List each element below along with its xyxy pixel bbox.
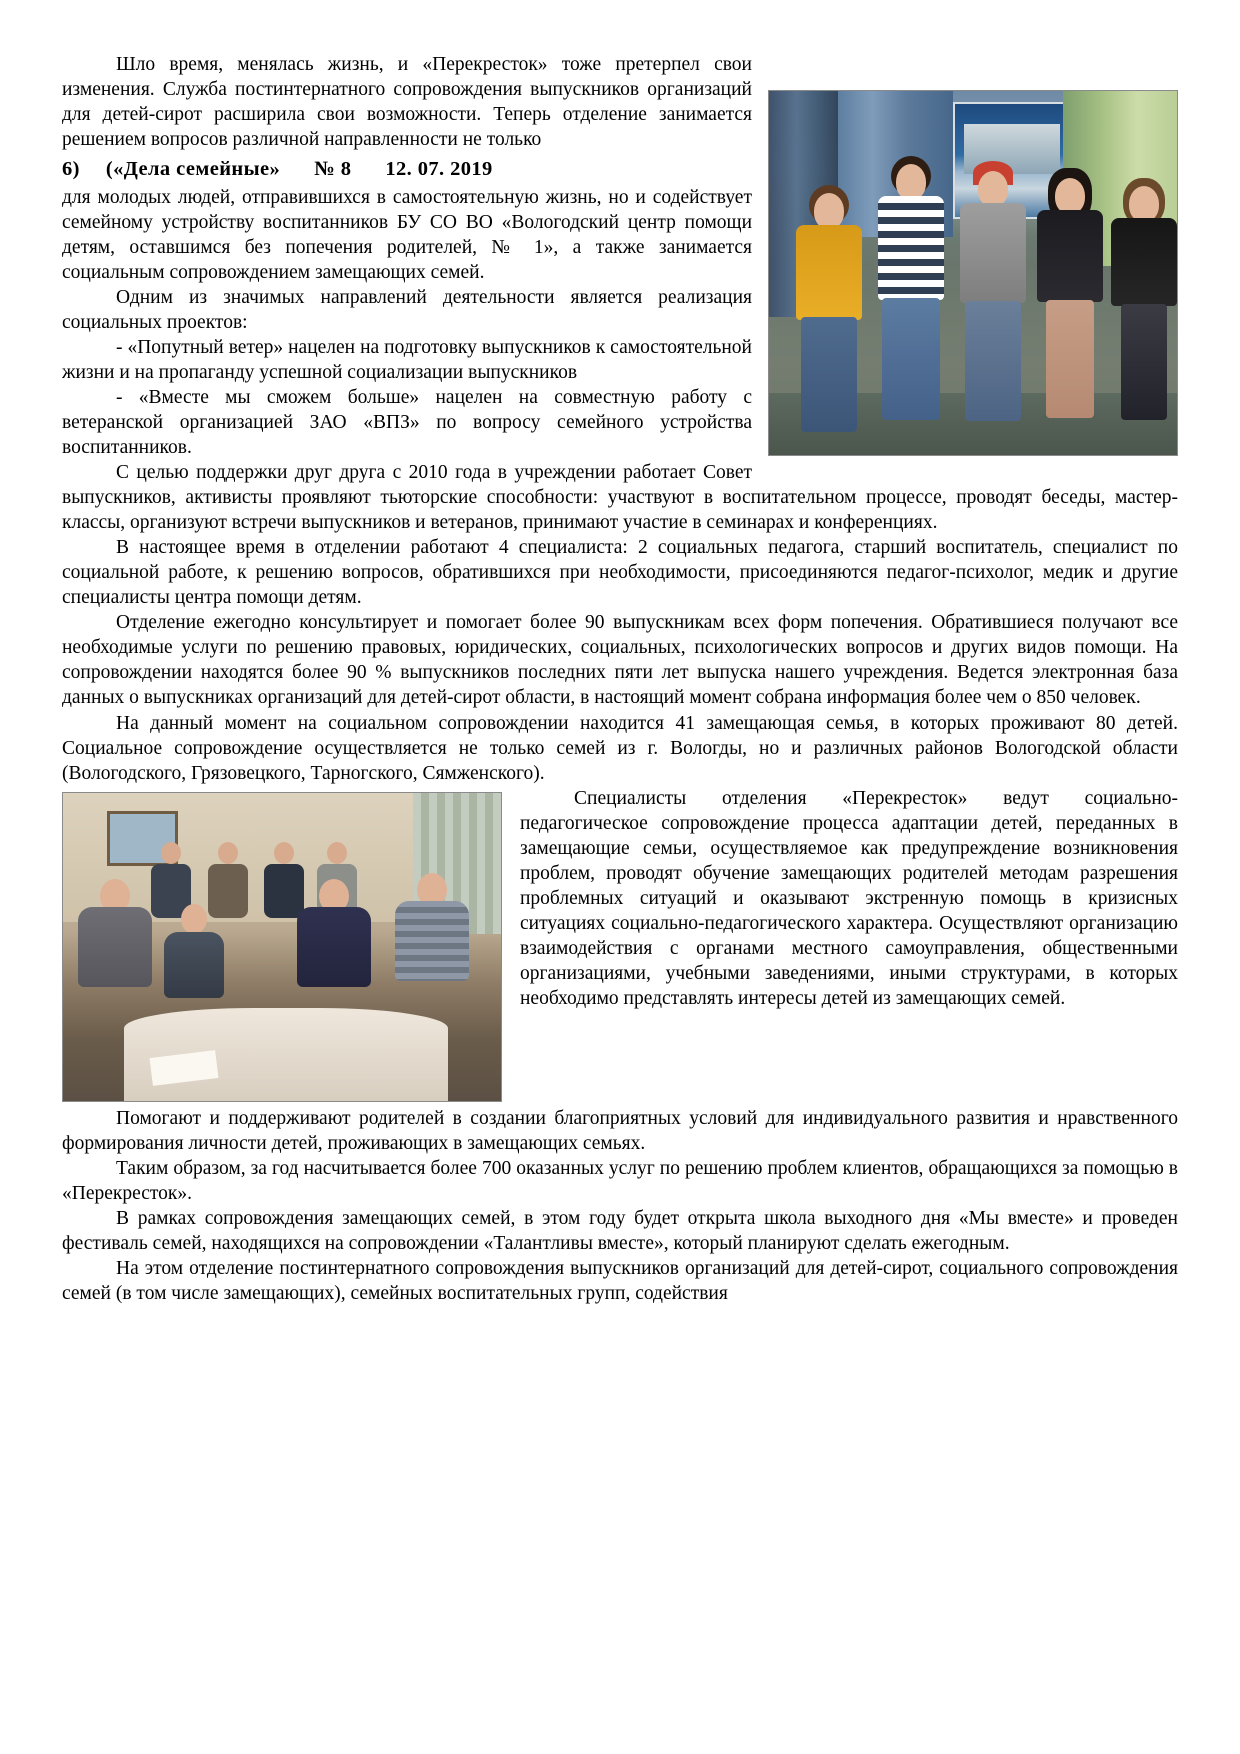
photo-meeting-at-table xyxy=(62,792,502,1102)
paragraph: Отделение ежегодно консультирует и помогает более 90 выпускникам всех форм попечения. Обратившиеся получают все необходимые услуги по решению правовых, юридических, социальных, психологических вопросов и других видов помощи. На сопровождении находятся более 90 % выпускников последних пяти лет выпуска нашего учреждения. Ведется электронная база данных о выпускниках организаций для детей-сирот области, в настоящий момент собрана информация более чем о 850 человек. xyxy=(62,612,1178,709)
photo-group-on-stage xyxy=(768,90,1178,456)
head-shape xyxy=(978,171,1008,207)
head-shape xyxy=(161,842,181,864)
head-shape xyxy=(814,193,844,229)
meeting-photo-image xyxy=(62,792,502,1102)
paragraph: В рамках сопровождения замещающих семей, в этом году будет открыта школа выходного дня «Мы вместе» и проведен фестиваль семей, находящихся на сопровождении «Талантливы вместе», который планируют сделать ежегодным. xyxy=(62,1207,1178,1254)
legs-shape xyxy=(882,298,940,420)
person-figure xyxy=(1030,178,1110,447)
paragraph: На данный момент на социальном сопровождении находится 41 замещающая семья, в которых проживают 80 детей. Социальное сопровождение осуществляется не только семей из г. Вологды, но и различных районов Вологодской области (Вологодского, Грязовецкого, Тарногского, Сямженского). xyxy=(62,712,1178,784)
torso-shape xyxy=(878,196,944,300)
torso-shape xyxy=(960,203,1026,303)
paragraph: Одним из значимых направлений деятельности является реализация социальных проектов: xyxy=(62,286,752,333)
head-shape xyxy=(1055,178,1085,214)
reference-issue: № 8 xyxy=(314,158,352,181)
head-shape xyxy=(896,164,926,200)
head-shape xyxy=(181,904,207,934)
torso-shape xyxy=(164,932,224,998)
torso-shape xyxy=(297,907,371,987)
reference-number: 6) xyxy=(62,158,80,181)
torso-shape xyxy=(796,225,862,320)
paragraph: На этом отделение постинтернатного сопровождения выпускников организаций для детей-сирот, социального сопровождения семей (в том числе замещающих), семейных воспитательных групп, содействия xyxy=(62,1257,1178,1304)
person-figure xyxy=(72,879,158,1033)
paragraph: Таким образом, за год насчитывается более 700 оказанных услуг по решению проблем клиентов, обращающихся за помощью в «Перекресток». xyxy=(62,1157,1178,1204)
person-figure xyxy=(789,193,869,448)
person-figure xyxy=(949,171,1037,448)
person-figure xyxy=(387,873,477,1033)
torso-shape xyxy=(78,907,152,987)
head-shape xyxy=(1129,186,1159,222)
torso-shape xyxy=(395,901,469,981)
legs-shape xyxy=(801,317,857,432)
person-figure xyxy=(1104,186,1178,448)
torso-shape xyxy=(1037,210,1103,302)
document-body xyxy=(62,52,1178,1306)
person-figure xyxy=(291,879,377,1033)
person-figure xyxy=(159,904,229,1033)
reference-title: («Дела семейные» xyxy=(105,158,281,181)
head-shape xyxy=(327,842,347,864)
reference-date: 12. 07. 2019 xyxy=(385,158,493,181)
torso-shape xyxy=(1111,218,1177,306)
legs-shape xyxy=(1121,304,1167,420)
head-shape xyxy=(218,842,238,864)
paragraph: В настоящее время в отделении работают 4 специалиста: 2 социальных педагога, старший воспитатель, специалист по социальной работе, к решению вопросов, обратившихся при необходимости, присоединяются педагог-психолог, медик и другие специалисты центра помощи детям. xyxy=(62,537,1178,609)
head-shape xyxy=(274,842,294,864)
legs-shape xyxy=(965,301,1021,421)
paragraph: Шло время, менялась жизнь, и «Перекресток» тоже претерпел свои изменения. Служба постинтернатного сопровождения выпускников организаций для детей-сирот расширила свои возможности. Теперь отделение занимается решением вопросов различной направленности не только xyxy=(62,54,752,151)
paragraph: - «Попутный ветер» нацелен на подготовку выпускников к самостоятельной жизни и на пропаганду успешной социализации выпускников xyxy=(62,336,752,383)
paragraph: Специалисты отделения «Перекресток» ведут социально-педагогическое сопровождение процесса адаптации детей, переданных в замещающие семьи, осуществляемое как предупреждение возникновения проблем, проводят обучение замещающих родителей методам разрешения проблемных ситуаций и оказывают экстренную помощь в кризисных ситуациях социально-педагогического характера. Осуществляют организацию взаимодействия с органами местного самоуправления, общественными организациями, учебными заведениями, иными структурами, в которых необходимо представлять интересы детей из замещающих семей. xyxy=(520,787,1178,1010)
paragraph: для молодых людей, отправившихся в самостоятельную жизнь, но и содействует семейному устройству воспитанников БУ СО ВО «Вологодский центр помощи детям, оставшимся без попечения родителей, № 1», а также занимается социальным сопровождением замещающих семей. xyxy=(62,186,752,283)
paragraph: Помогают и поддерживают родителей в создании благоприятных условий для индивидуального развития и нравственного формирования личности детей, проживающих в замещающих семьях. xyxy=(62,1107,1178,1154)
person-figure xyxy=(867,164,955,448)
legs-shape xyxy=(1046,300,1094,418)
paragraph: С целью поддержки друг друга с 2010 года в учреждении работает Совет выпускников, активисты проявляют тьюторские способности: участвуют в воспитательном процессе, проводят беседы, мастер-классы, организуют встречи выпускников и ветеранов, принимают участие в семинарах и конференциях. xyxy=(62,462,1178,534)
paragraph: - «Вместе мы сможем больше» нацелен на совместную работу с ветеранской организацией ЗАО «ВПЗ» по вопросу семейного устройства воспитанников. xyxy=(62,386,752,458)
group-photo-image xyxy=(768,90,1178,456)
